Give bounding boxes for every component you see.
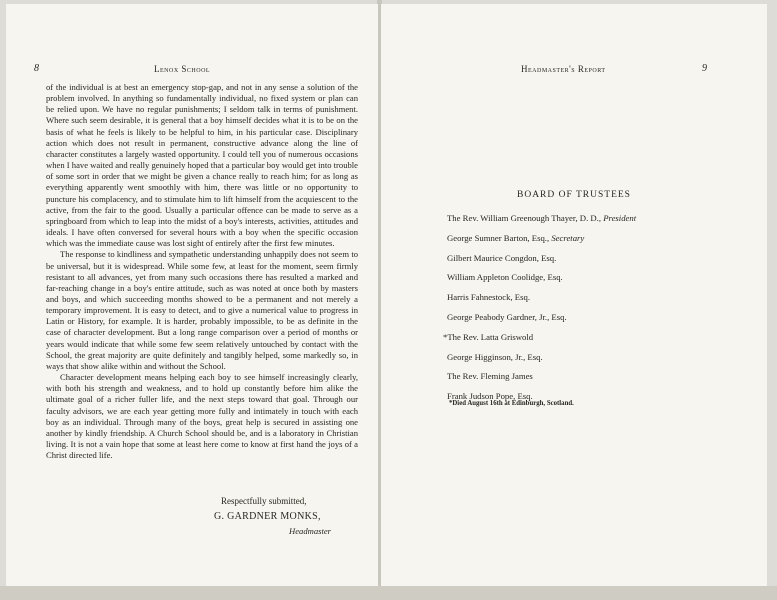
footnote: *Died August 16th at Edinburgh, Scotland. [449,400,574,407]
paragraph-2: The response to kindliness and sympathetic understanding unhappily does not seem to be universal, but it is widespread. While some few, at least for the moment, seem firmly resistant to all advances, yet from many such occasions there has resulted a marked and far-reaching change in a boy's entire attitude, such as was noted at once both by masters and boys, and which succeeding months showed to be a permanent and not merely a temporary improvement. It is easy to detect, and to give a numerical value to progress in Latin or History, for example. It is harder, probably impossible, to be as definite in the case of character development. But a long range comparison over a period of months or years would indicate that while some few seem relatively untouched by contact with the School, the great majority are quite definitely and tangibly helped, some markedly so, in ways that show alike within and without the School. [46,249,358,371]
left-page-number: 8 [34,63,39,74]
list-item: The Rev. Fleming James [447,371,533,382]
list-item: The Rev. William Greenough Thayer, D. D., President [447,213,637,223]
trustee-list [443,212,637,410]
list-item: Harris Fahnestock, Esq. [447,292,530,303]
body-text [46,82,358,461]
board-title: BOARD OF TRUSTEES [517,190,631,200]
right-page-number: 9 [702,63,707,74]
scan-edge [0,586,777,600]
signature: G. GARDNER MONKS, [214,511,321,522]
left-page [6,4,378,586]
list-item: Frank Judson Pope, Esq. [447,391,533,402]
left-running-head: Lenox School [154,64,211,74]
paragraph-1: of the individual is at best an emergency stop-gap, and not in any sense a solution of the problem involved. In anything so fundamentally individual, no fixed system or plan can be relied upon. We have no regular punishments; I seldom talk in terms of punishment. Where such seem desirable, it is general that a boy himself decides what it is to be on the basis of what he feels is likely to be helpful to him, in his particular case. Disciplinary action which does not result in permanent, constructive advance along the line of character constitutes a largely wasted opportunity. I could tell you of numerous occasions when I have waited and really genuinely hoped that a particular boy would get into trouble of some sort in order that we might be given a chance really to reach him; for as long as everything apparently went smoothly with him, there was little or no opportunity to puncture his complacency, and to stimulate him to lift himself from the acquiescent to the active, from the fair to the good. Usually a particular offence can be made to serve as a springboard from which to leap into the midst of a boy's interests, activities, attitudes and ideals. I have often conversed for several hours with a boy when the specific occasion which was the immediate cause was lost sight of entirely after the first few minutes. [46,82,358,249]
right-running-head: Headmaster's Report [521,64,606,74]
signer-title: Headmaster [289,526,332,536]
list-item: Gilbert Maurice Congdon, Esq. [447,252,557,263]
list-item: William Appleton Coolidge, Esq. [447,272,563,283]
list-item: George Sumner Barton, Esq., Secretary [447,232,585,243]
paragraph-3: Character development means helping each boy to see himself increasingly clearly, with both his strength and weakness, and to hold up constantly before him alike the ultimate goal of a richer fuller life, and the next steps toward that goal. Through our faculty advisors, we are each year getting more fully and intimately in touch with each boy as an individual. Through many of the boys, great help is secured in assisting one another by kindly friendship. A Church School should be, and is a laboratory in Christian living. It is not a vain hope that some at least here come to know at first hand the joys of a Christ directed life. [46,372,358,461]
closing-line: Respectfully submitted, [221,496,307,506]
list-item: George Higginson, Jr., Esq. [447,351,543,362]
right-page [381,4,767,586]
list-item: *The Rev. Latta Griswold [443,331,534,342]
list-item: George Peabody Gardner, Jr., Esq. [447,311,567,322]
